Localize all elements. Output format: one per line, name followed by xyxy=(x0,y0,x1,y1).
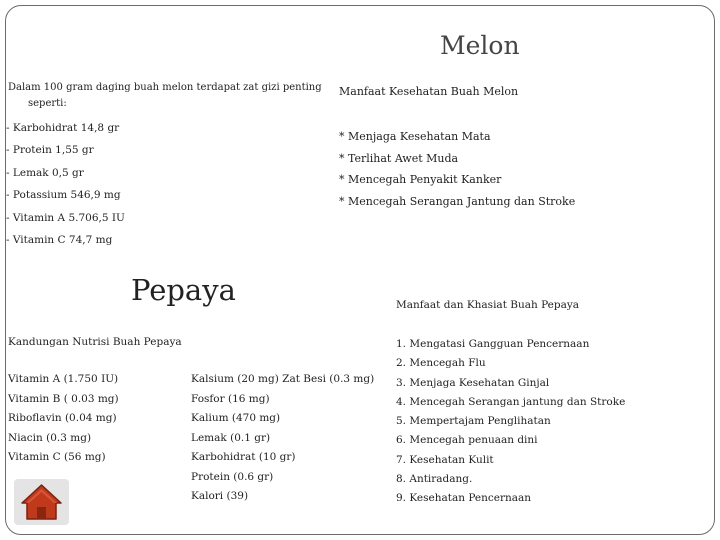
list-item: - Protein 1,55 gr xyxy=(6,144,94,157)
list-item: - Lemak 0,5 gr xyxy=(6,166,84,179)
list-item: * Terlihat Awet Muda xyxy=(339,151,459,165)
list-item: Riboflavin (0.04 mg) xyxy=(8,412,117,424)
list-item: 3. Menjaga Kesehatan Ginjal xyxy=(396,376,550,389)
pepaya-vitamins-list xyxy=(8,370,119,468)
melon-benefits-heading: Manfaat Kesehatan Buah Melon xyxy=(339,85,519,98)
list-item: 9. Kesehatan Pencernaan xyxy=(396,492,532,505)
melon-intro-line2: seperti: xyxy=(28,98,67,109)
list-item: - Potassium 546,9 mg xyxy=(6,189,121,202)
pepaya-nutrition-heading: Kandungan Nutrisi Buah Pepaya xyxy=(8,336,182,348)
home-button[interactable] xyxy=(14,479,69,525)
list-item: 5. Mempertajam Penglihatan xyxy=(396,415,551,428)
list-item: Lemak (0.1 gr) xyxy=(191,431,271,444)
list-item: 1. Mengatasi Gangguan Pencernaan xyxy=(396,338,590,350)
list-item: Kalsium (20 mg) Zat Besi (0.3 mg) xyxy=(191,373,375,385)
list-item: Fosfor (16 mg) xyxy=(191,392,270,405)
list-item: Vitamin A (1.750 IU) xyxy=(8,373,119,385)
list-item: Vitamin B ( 0.03 mg) xyxy=(8,392,119,405)
list-item: 7. Kesehatan Kulit xyxy=(396,453,494,466)
list-item: * Mencegah Penyakit Kanker xyxy=(339,173,502,186)
pepaya-minerals-list xyxy=(191,370,374,507)
list-item: Vitamin C (56 mg) xyxy=(8,451,106,463)
pepaya-title: Pepaya xyxy=(131,273,236,307)
list-item: - Vitamin C 74,7 mg xyxy=(6,234,113,247)
list-item: 6. Mencegah penuaan dini xyxy=(396,434,538,447)
list-item: - Vitamin A 5.706,5 IU xyxy=(6,211,125,224)
home-icon xyxy=(20,483,63,521)
list-item: Karbohidrat (10 gr) xyxy=(191,451,296,463)
list-item: Kalori (39) xyxy=(191,490,249,502)
list-item: 4. Mencegah Serangan jantung dan Stroke xyxy=(396,395,626,408)
list-item: Kalium (470 mg) xyxy=(191,412,281,424)
list-item: * Menjaga Kesehatan Mata xyxy=(339,130,491,143)
list-item: Niacin (0.3 mg) xyxy=(8,431,92,444)
melon-nutrient-list xyxy=(6,117,125,251)
list-item: 2. Mencegah Flu xyxy=(396,357,486,370)
melon-title: Melon xyxy=(440,31,520,60)
list-item: * Mencegah Serangan Jantung dan Stroke xyxy=(339,194,576,208)
pepaya-benefits-list xyxy=(396,335,625,509)
melon-intro-line1: Dalam 100 gram daging buah melon terdapat zat gizi penting xyxy=(8,82,322,93)
pepaya-benefits-heading: Manfaat dan Khasiat Buah Pepaya xyxy=(396,299,580,311)
list-item: 8. Antiradang. xyxy=(396,473,473,486)
list-item: Protein (0.6 gr) xyxy=(191,470,274,483)
list-item: - Karbohidrat 14,8 gr xyxy=(6,122,120,134)
melon-benefits-list xyxy=(339,126,575,212)
